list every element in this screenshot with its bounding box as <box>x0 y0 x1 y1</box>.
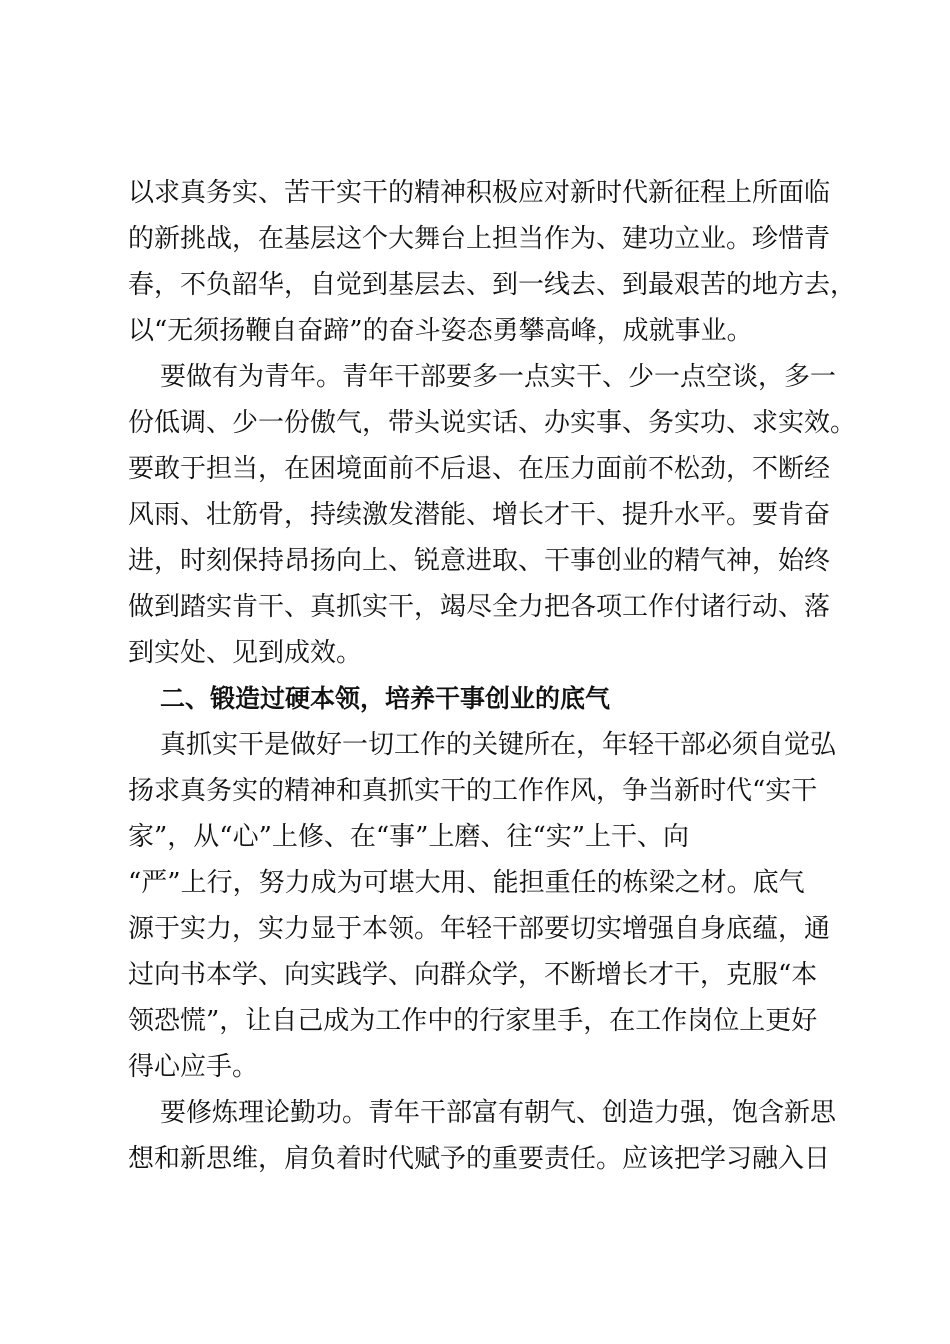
body-line: 到实处、见到成效。 <box>128 638 363 668</box>
body-line: 扬求真务实的精神和真抓实干的工作作风，争当新时代“实干 <box>128 776 818 806</box>
paragraph-first-line: 要做有为青年。青年干部要多一点实干、少一点空谈，多一 <box>160 362 837 392</box>
document-body <box>128 170 857 1182</box>
body-line: 的新挑战，在基层这个大舞台上担当作为、建功立业。珍惜青 <box>128 224 831 254</box>
body-line: 想和新思维，肩负着时代赋予的重要责任。应该把学习融入日 <box>128 1144 831 1174</box>
body-line: 以求真务实、苦干实干的精神积极应对新时代新征程上所面临 <box>128 178 831 208</box>
body-line: 以“无须扬鞭自奋蹄”的奋斗姿态勇攀高峰，成就事业。 <box>128 316 753 346</box>
body-line: 做到踏实肯干、真抓实干，竭尽全力把各项工作付诸行动、落 <box>128 592 831 622</box>
body-line: “严”上行，努力成为可堪大用、能担重任的栋梁之材。底气 <box>128 868 805 898</box>
body-line: 春，不负韶华，自觉到基层去、到一线去、到最艰苦的地方去， <box>128 270 857 300</box>
body-line: 进，时刻保持昂扬向上、锐意进取、干事创业的精气神，始终 <box>128 546 831 576</box>
body-line: 要敢于担当，在困境面前不后退、在压力面前不松劲，不断经 <box>128 454 831 484</box>
body-line: 风雨、壮筋骨，持续激发潜能、增长才干、提升水平。要肯奋 <box>128 500 831 530</box>
paragraph-first-line: 真抓实干是做好一切工作的关键所在，年轻干部必须自觉弘 <box>160 730 837 760</box>
body-line: 家”，从“心”上修、在“事”上磨、往“实”上干、向 <box>128 822 690 852</box>
body-line: 得心应手。 <box>128 1052 259 1082</box>
section-heading: 二、锻造过硬本领，培养干事创业的底气 <box>160 684 611 713</box>
body-line: 源于实力，实力显于本领。年轻干部要切实增强自身底蕴，通 <box>128 914 831 944</box>
body-line: 份低调、少一份傲气，带头说实话、办实事、务实功、求实效。 <box>128 408 857 438</box>
paragraph-first-line: 要修炼理论勤功。青年干部富有朝气、创造力强，饱含新思 <box>160 1098 837 1128</box>
body-line: 领恐慌”，让自己成为工作中的行家里手，在工作岗位上更好 <box>128 1006 818 1036</box>
body-line: 过向书本学、向实践学、向群众学，不断增长才干，克服“本 <box>128 960 818 990</box>
